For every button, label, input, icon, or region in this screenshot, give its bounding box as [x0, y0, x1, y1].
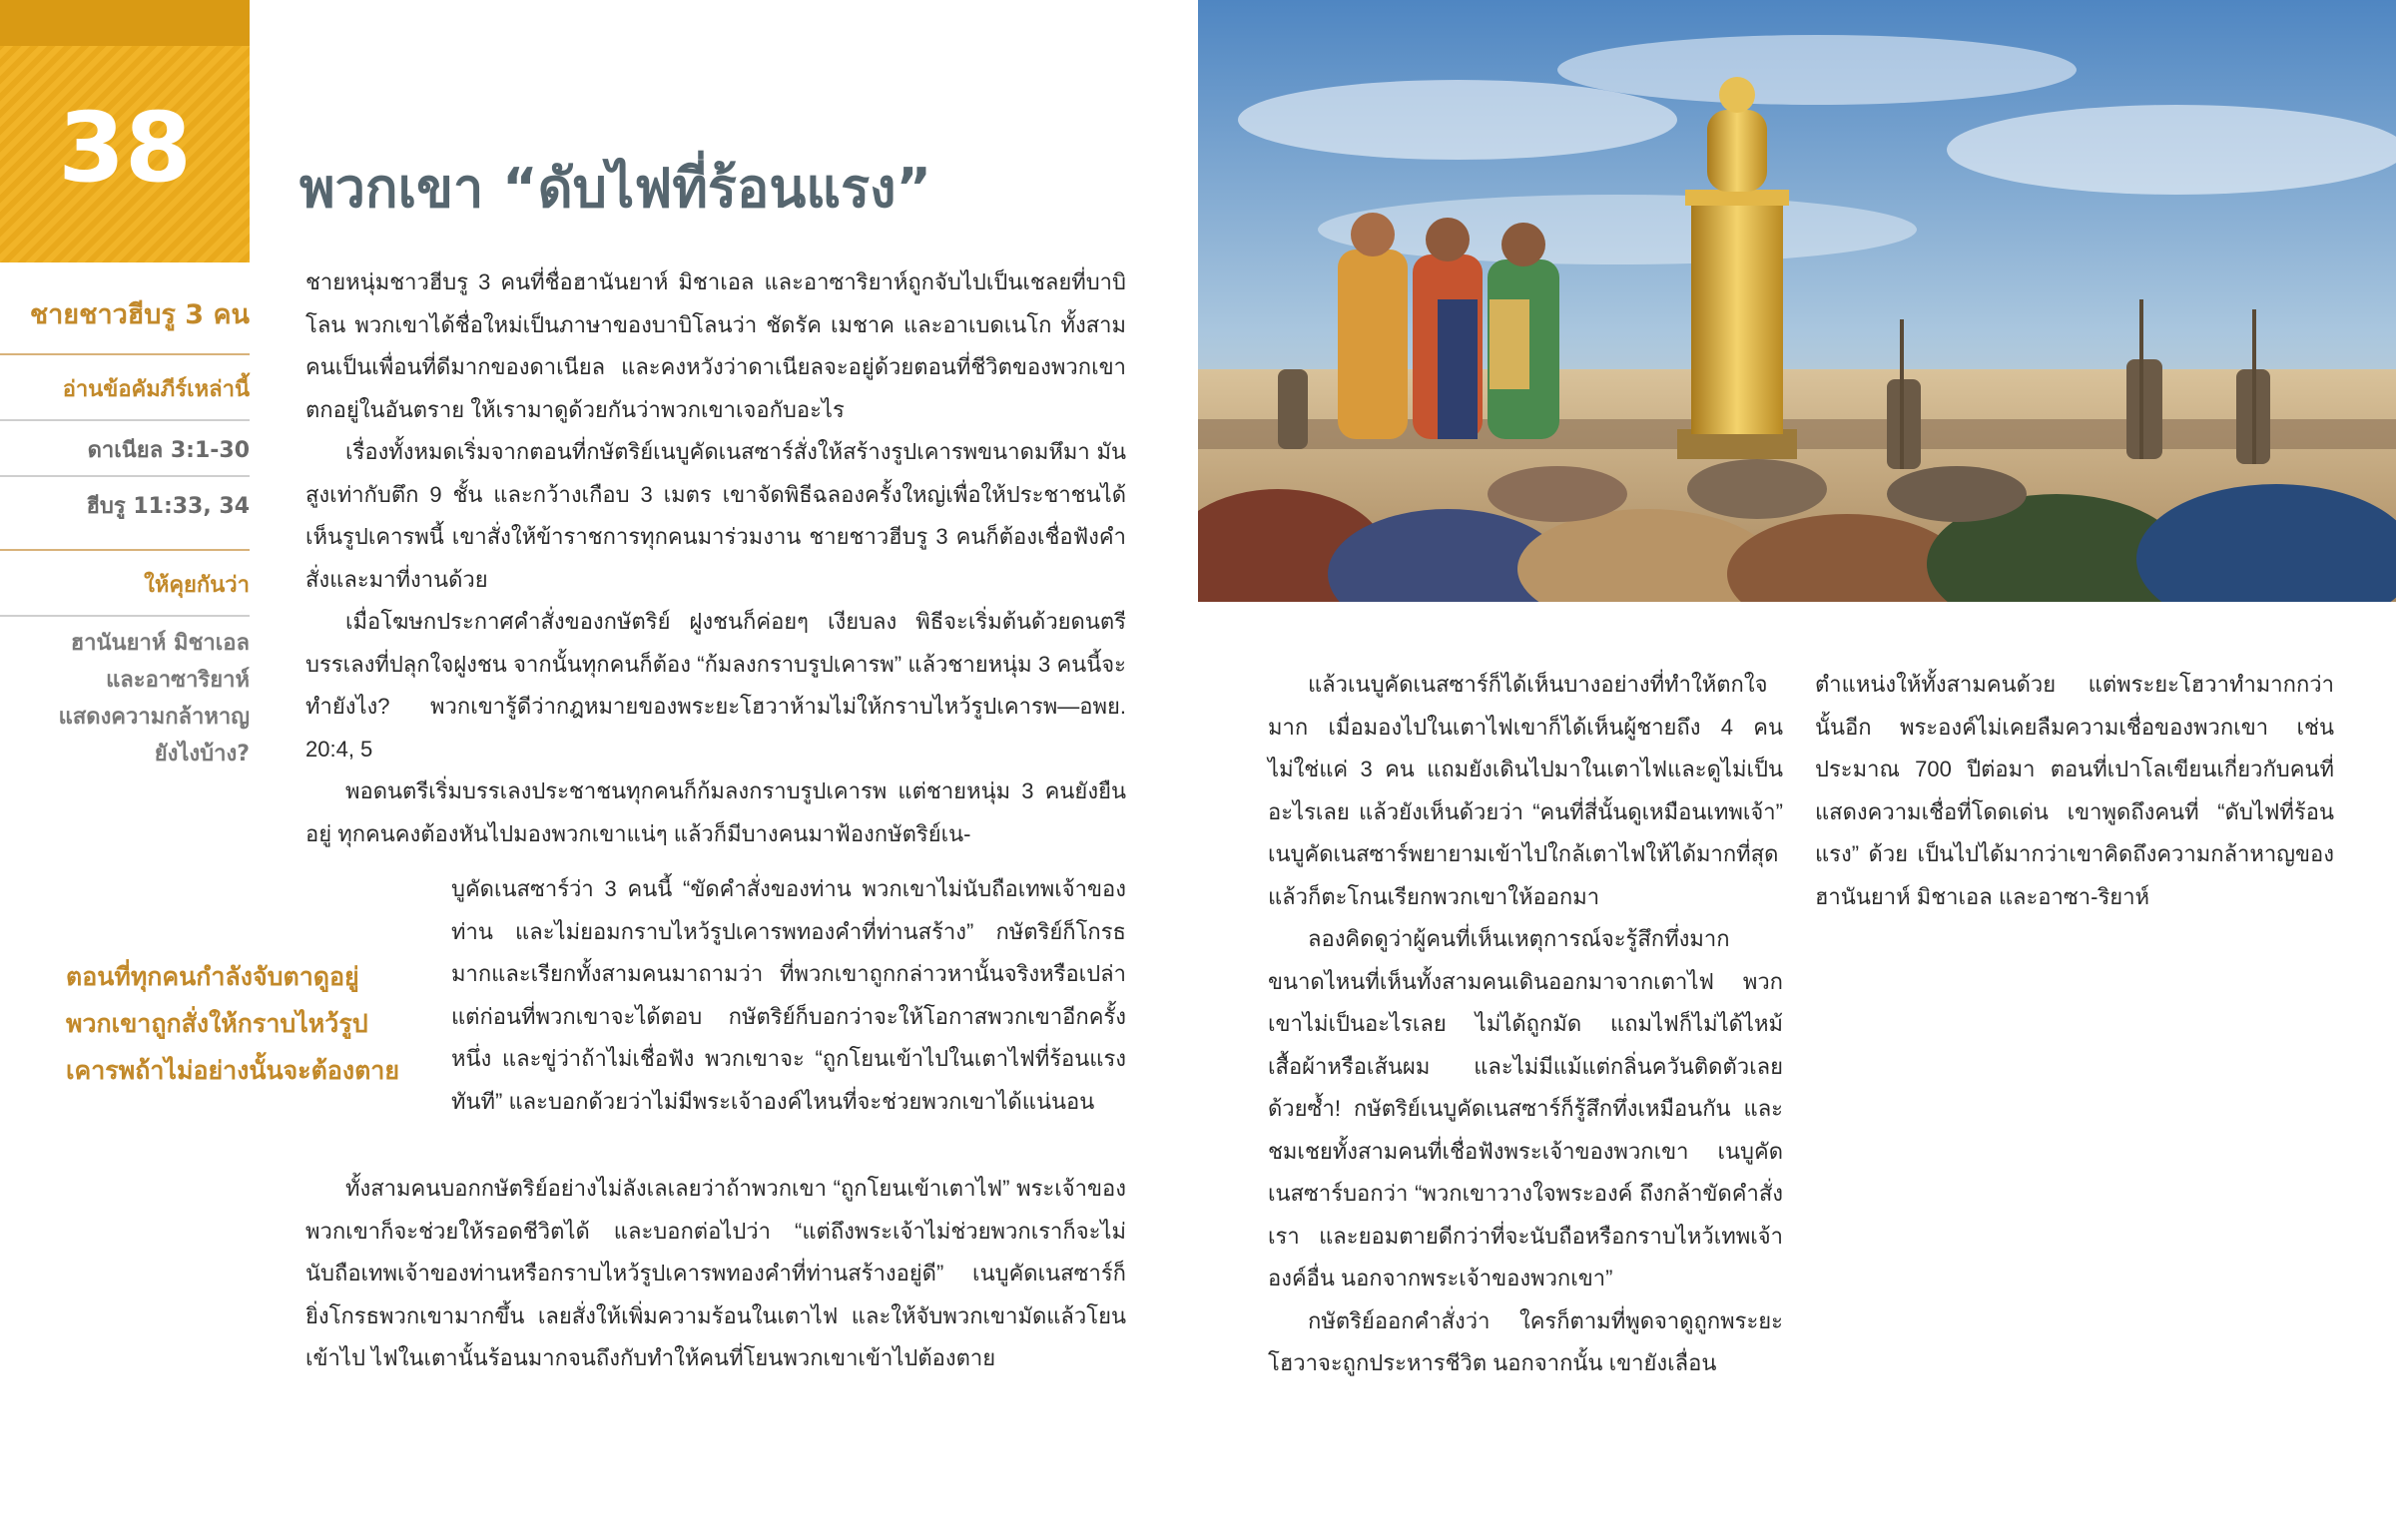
body-paragraph: เมื่อโฆษกประกาศคำสั่งของกษัตริย์ ฝูงชนก็ค่อยๆ เงียบลง พิธีจะเริ่มต้นด้วยดนตรีบรรเลงที่ปลุกใจฝูงชน จากนั้นทุกคนก็ต้อง “ก้มลงกราบรูปเคารพ” แล้วชายหนุ่ม 3 คนนี้จะทำยังไง? พวกเขารู้ดีว่ากฎหมายของพระยะโฮวาห้ามไม่ให้กราบไหว้รูปเคารพ—อพย. 20:4, 5	[305, 609, 1126, 762]
sidebar-divider	[0, 549, 250, 551]
sidebar-reference: ฮีบรู 11:33, 34	[86, 494, 250, 519]
sidebar-question-line: แสดงความกล้าหาญ	[58, 705, 250, 730]
body-column-1-bottom	[305, 1168, 1126, 1380]
sidebar-divider	[0, 353, 250, 355]
illustration	[1198, 0, 2396, 602]
sidebar-question-line: ยังไงบ้าง?	[154, 742, 250, 767]
body-column-3	[1815, 664, 2334, 918]
chapter-number-block	[0, 0, 250, 262]
body-column-1	[305, 261, 1126, 855]
body-paragraph: พอดนตรีเริ่มบรรเลงประชาชนทุกคนก็ก้มลงกราบรูปเคารพ แต่ชายหนุ่ม 3 คนยังยืนอยู่ ทุกคนคงต้องหันไปมองพวกเขาแน่ๆ แล้วก็มีบางคนมาฟ้องกษัตริย์เน-	[305, 778, 1126, 846]
sidebar-question	[10, 625, 250, 772]
sidebar-reference: ดาเนียล 3:1-30	[87, 438, 250, 463]
sidebar-divider	[0, 475, 250, 477]
sidebar-question-line: ฮานันยาห์ มิชาเอล	[70, 631, 250, 656]
body-paragraph: ทั้งสามคนบอกกษัตริย์อย่างไม่ลังเลเลยว่าถ้าพวกเขา “ถูกโยนเข้าเตาไฟ” พระเจ้าของพวกเขาก็จะช่วยให้รอดชีวิตได้ และบอกต่อไปว่า “แต่ถึงพระเจ้าไม่ช่วยพวกเราก็จะไม่นับถือเทพเจ้าของท่านหรือกราบไหว้รูปเคารพทองคำที่ท่านสร้างอยู่ดี” เนบูคัดเนสซาร์ก็ยิ่งโกรธพวกเขามากขึ้น เลยสั่งให้เพิ่มความร้อนในเตาไฟ และให้จับพวกเขามัดแล้วโยนเข้าไป ไฟในเตานั้นร้อนมากจนถึงกับทำให้คนที่โยนพวกเขาเข้าไปต้องตาย	[305, 1176, 1126, 1370]
body-paragraph: แล้วเนบูคัดเนสซาร์ก็ได้เห็นบางอย่างที่ทำให้ตกใจมาก เมื่อมองไปในเตาไฟเขาก็ได้เห็นผู้ชายถึง 4 คนไม่ใช่แค่ 3 คน แถมยังเดินไปมาในเตาไฟและดูไม่เป็นอะไรเลย แล้วยังเห็นด้วยว่า “คนที่สี่นั้นดูเหมือนเทพเจ้า” เนบูคัดเนสซาร์พยายามเข้าไปใกล้เตาไฟให้ได้มากที่สุดแล้วก็ตะโกนเรียกพวกเขาให้ออกมา	[1268, 672, 1783, 909]
body-column-2	[1268, 664, 1783, 1385]
illustration-art	[1198, 0, 2396, 602]
sidebar-discuss-heading: ให้คุยกันว่า	[144, 573, 250, 598]
sidebar-read-heading: อ่านข้อคัมภีร์เหล่านี้	[62, 377, 250, 402]
body-paragraph: กษัตริย์ออกคำสั่งว่า ใครก็ตามที่พูดจาดูถูกพระยะโฮวาจะถูกประหารชีวิต นอกจากนั้น เขายังเลื่อน	[1268, 1307, 1783, 1375]
chapter-number: 38	[58, 92, 192, 204]
body-paragraph: ตำแหน่งให้ทั้งสามคนด้วย แต่พระยะโฮวาทำมากกว่านั้นอีก พระองค์ไม่เคยลืมความเชื่อของพวกเขา เช่น ประมาณ 700 ปีต่อมา ตอนที่เปาโลเขียนเกี่ยวกับคนที่แสดงความเชื่อที่โดดเด่น เขาพูดถึงคนที่ “ดับไฟที่ร้อนแรง” ด้วย เป็นไปได้มากว่าเขาคิดถึงความกล้าหาญของฮานันยาห์ มิชาเอล และอาซา-ริยาห์	[1815, 672, 2334, 909]
sidebar-divider	[0, 615, 250, 617]
body-paragraph: เรื่องทั้งหมดเริ่มจากตอนที่กษัตริย์เนบูคัดเนสซาร์สั่งให้สร้างรูปเคารพขนาดมหึมา มันสูงเท่ากับตึก 9 ชั้น และกว้างเกือบ 3 เมตร เขาจัดพิธีฉลองครั้งใหญ่เพื่อให้ประชาชนได้เห็นรูปเคารพนี้ เขาสั่งให้ข้าราชการทุกคนมาร่วมงาน ชายชาวฮีบรู 3 คนก็ต้องเชื่อฟังคำสั่งและมาที่งานด้วย	[305, 439, 1126, 592]
sidebar-divider	[0, 419, 250, 421]
body-paragraph: ลองคิดดูว่าผู้คนที่เห็นเหตุการณ์จะรู้สึกทึ่งมากขนาดไหนที่เห็นทั้งสามคนเดินออกมาจากเตาไฟ พวกเขาไม่เป็นอะไรเลย ไม่ได้ถูกมัด แถมไฟก็ไม่ได้ไหม้เสื้อผ้าหรือเส้นผม และไม่มีแม้แต่กลิ่นควันติดตัวเลยด้วยซ้ำ! กษัตริย์เนบูคัดเนสซาร์ก็รู้สึกทึ่งเหมือนกัน และชมเชยทั้งสามคนที่เชื่อฟังพระเจ้าของพวกเขา เนบูคัดเนสซาร์บอกว่า “พวกเขาวางใจพระองค์ ถึงกล้าขัดคำสั่งเรา และยอมตายดีกว่าที่จะนับถือหรือกราบไหว้เทพเจ้าองค์อื่น นอกจากพระเจ้าของพวกเขา”	[1268, 926, 1783, 1290]
sidebar-title: ชายชาวฮีบรู 3 คน	[29, 299, 250, 330]
page-title: พวกเขา “ดับไฟที่ร้อนแรง”	[300, 157, 931, 220]
body-paragraph: ชายหนุ่มชาวฮีบรู 3 คนที่ชื่อฮานันยาห์ มิชาเอล และอาซาริยาห์ถูกจับไปเป็นเชลยที่บาบิโลน พวกเขาได้ชื่อใหม่เป็นภาษาของบาบิโลนว่า ชัดรัค เมชาค และอาเบดเนโก ทั้งสามคนเป็นเพื่อนที่ดีมากของดาเนียล และคงหวังว่าดาเนียลจะอยู่ด้วยตอนที่ชีวิตของพวกเขาตกอยู่ในอันตราย ให้เรามาดูด้วยกันว่าพวกเขาเจอกับอะไร	[305, 269, 1126, 422]
pull-quote: ตอนที่ทุกคนกำลังจับตาดูอยู่ พวกเขาถูกสั่งให้กราบไหว้รูปเคารพถ้าไม่อย่างนั้นจะต้องตาย	[66, 962, 399, 1085]
body-column-1-narrow	[451, 868, 1126, 1123]
body-paragraph: บูคัดเนสซาร์ว่า 3 คนนี้ “ขัดคำสั่งของท่าน พวกเขาไม่นับถือเทพเจ้าของท่าน และไม่ยอมกราบไหว้รูปเคารพทองคำที่ท่านสร้าง” กษัตริย์ก็โกรธมากและเรียกทั้งสามคนมาถามว่า ที่พวกเขาถูกกล่าวหานั้นจริงหรือเปล่า แต่ก่อนที่พวกเขาจะได้ตอบ กษัตริย์ก็บอกว่าจะให้โอกาสพวกเขาอีกครั้งหนึ่ง และขู่ว่าถ้าไม่เชื่อฟัง พวกเขาจะ “ถูกโยนเข้าไปในเตาไฟที่ร้อนแรงทันที” และบอกด้วยว่าไม่มีพระเจ้าองค์ไหนที่จะช่วยพวกเขาได้แน่นอน	[451, 876, 1126, 1114]
sidebar-question-line: และอาซาริยาห์	[106, 668, 250, 693]
chapter-block-stripe	[0, 0, 250, 46]
